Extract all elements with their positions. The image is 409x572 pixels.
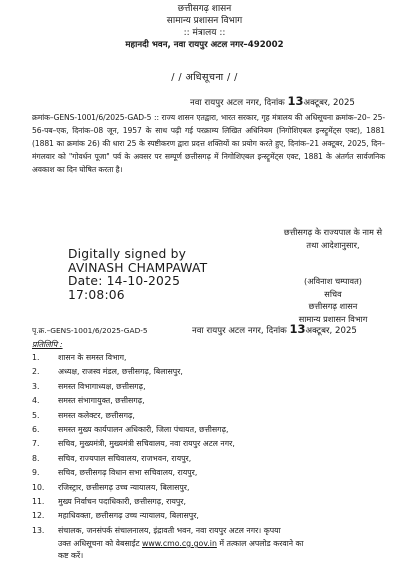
date-line (190, 94, 355, 108)
list-item (32, 409, 392, 423)
list-item (32, 466, 392, 480)
endorsement-ref: पृ.क्र.–GENS-1001/6/2025-GAD-5 (32, 326, 148, 335)
copy-label: प्रतिलिपि : (32, 340, 63, 349)
header-department: सामान्य प्रशासन विभाग (166, 16, 243, 26)
list-item (32, 452, 392, 466)
copy-list (32, 351, 392, 538)
digsig-label: Digitally signed by (68, 247, 187, 261)
list-item-text: सचिव, राज्यपाल सचिवालय, राजभवन, रायपुर, (58, 453, 192, 463)
endorsement-month-year: अक्टूबर, 2025 (305, 326, 357, 336)
digsig-name: AVINASH CHAMPAWAT (68, 260, 208, 275)
list-item-text: समस्त मुख्य कार्यपालन अधिकारी, जिला पंचायत, छत्तीसगढ़, (58, 424, 229, 434)
list-item-number: 8. (32, 453, 40, 463)
list-item (32, 524, 392, 538)
list-item-text: समस्त संभागायुक्त, छत्तीसगढ़, (58, 396, 145, 406)
govt-header (0, 3, 409, 51)
header-state: छत्तीसगढ़ शासन (177, 4, 232, 14)
digsig-date: Date: 14-10-2025 (68, 274, 181, 288)
list-item-number: 4. (32, 396, 40, 406)
notification-body: क्रमांक–GENS-1001/6/2025-GAD-5 :: राज्य शासन एतद्वारा, भारत सरकार, गृह मंत्रालय की अधिसूचना क्रमांक–20– 25-56-पब–एक, दिनांक–08 जून, 1957 के साथ पढ़ी गई परक्राम्य लिखित अधिनियम (निगोशिएबल इन्स्ट्रूमेंट्स एक्ट), 1881 (1881 का क्रमांक 26) की धारा 25 के स्पष्टीकरण द्वारा प्रदत्त शक्तियों का प्रयोग करते हुए, दिनांक–21 अक्टूबर, 2025, दिन–मंगलवार को "गोवर्धन पूजा" पर्व के अवसर पर सम्पूर्ण छत्तीसगढ़ में निगोशिएबल इन्स्ट्रूमेंट्स एक्ट, 1881 के अंतर्गत सार्वजनिक अवकाश का दिन घोषित करता है। (32, 113, 385, 174)
signature-block (248, 226, 409, 251)
list-item-text: समस्त विभागाध्यक्ष, छत्तीसगढ़, (58, 381, 146, 391)
signature-authority-line: छत्तीसगढ़ के राज्यपाल के नाम से (283, 227, 383, 237)
notification-title: / / अधिसूचना / / (171, 72, 238, 83)
list-item-number: 6. (32, 424, 40, 434)
list-item-number: 7. (32, 439, 40, 449)
signature-order-line: तथा आदेशानुसार, (306, 239, 360, 250)
list-item-number: 12. (32, 511, 45, 521)
digital-signature-stamp (68, 248, 207, 302)
list-item-text: शासन के समस्त विभाग, (58, 353, 127, 362)
list-item (32, 351, 392, 365)
signatory-name: (अविनाश चम्पावत) (304, 276, 362, 286)
list-item-number: 10. (32, 482, 45, 492)
list-item (32, 437, 392, 451)
list-item (32, 481, 392, 495)
endorsement-place: नवा रायपुर अटल नगर, दिनांक (192, 326, 287, 336)
list-item-number: 13. (32, 525, 45, 535)
header-ministry: :: मंत्रालय :: (183, 28, 226, 38)
list-item-text: अध्यक्ष, राजस्व मंडल, छत्तीसगढ़, बिलासपुर, (58, 367, 183, 377)
list-item-number: 3. (32, 381, 40, 391)
list-item-text: महाधिवक्ता, छत्तीसगढ़ उच्च न्यायालय, बिलासपुर, (58, 511, 199, 521)
item13-text-after: में तत्काल अपलोड करवाने का (219, 539, 304, 548)
list-item (32, 423, 392, 437)
website-link[interactable]: www.cmo.cg.gov.in (142, 539, 217, 548)
list-item-number: 5. (32, 410, 40, 420)
list-item-text: सचिव, छत्तीसगढ़ विधान सभा सचिवालय, रायपुर, (58, 468, 198, 478)
item13-text-before: उक्त अधिसूचना को वेबसाईट (58, 539, 140, 548)
list-item (32, 394, 392, 408)
date-month-year: अक्टूबर, 2025 (303, 98, 355, 108)
date-place: नवा रायपुर अटल नगर, दिनांक (190, 98, 285, 108)
signatory-govt: छत्तीसगढ़ शासन (308, 301, 358, 311)
list-item-number: 1. (32, 353, 40, 362)
item13-continuation (58, 538, 398, 562)
item13-text-line2: कष्ट करें। (58, 551, 84, 560)
digsig-time: 17:08:06 (68, 287, 125, 302)
list-item (32, 509, 392, 523)
list-item-number: 9. (32, 468, 40, 478)
header-address: महानदी भवन, नवा रायपुर अटल नगर–492002 (125, 40, 284, 50)
signatory-designation: सचिव (324, 288, 342, 299)
endorsement-day: 13 (289, 322, 306, 336)
list-item (32, 495, 392, 509)
list-item-text: सचिव, मुख्यमंत्री, मुख्यमंत्री सचिवालय, नवा रायपुर अटल नगर, (58, 439, 235, 449)
list-item-number: 2. (32, 367, 40, 377)
signatory-dept: सामान्य प्रशासन विभाग (298, 313, 368, 324)
signatory (248, 275, 409, 325)
list-item (32, 365, 392, 379)
list-item (32, 380, 392, 394)
endorsement-date (192, 322, 357, 336)
list-item-text: समस्त कलेक्टर, छत्तीसगढ़, (58, 410, 135, 420)
date-day: 13 (287, 94, 304, 108)
list-item-text: रजिस्ट्रार, छत्तीसगढ़ उच्च न्यायालय, बिलासपुर, (58, 482, 190, 492)
list-item-text: मुख्य निर्वाचन पदाधिकारी, छत्तीसगढ़, रायपुर, (58, 496, 186, 506)
list-item-number: 11. (32, 496, 45, 506)
list-item-text: संचालक, जनसंपर्क संचालनालय, इंद्रावती भवन, नवा रायपुर अटल नगर। कृपया (58, 525, 281, 535)
